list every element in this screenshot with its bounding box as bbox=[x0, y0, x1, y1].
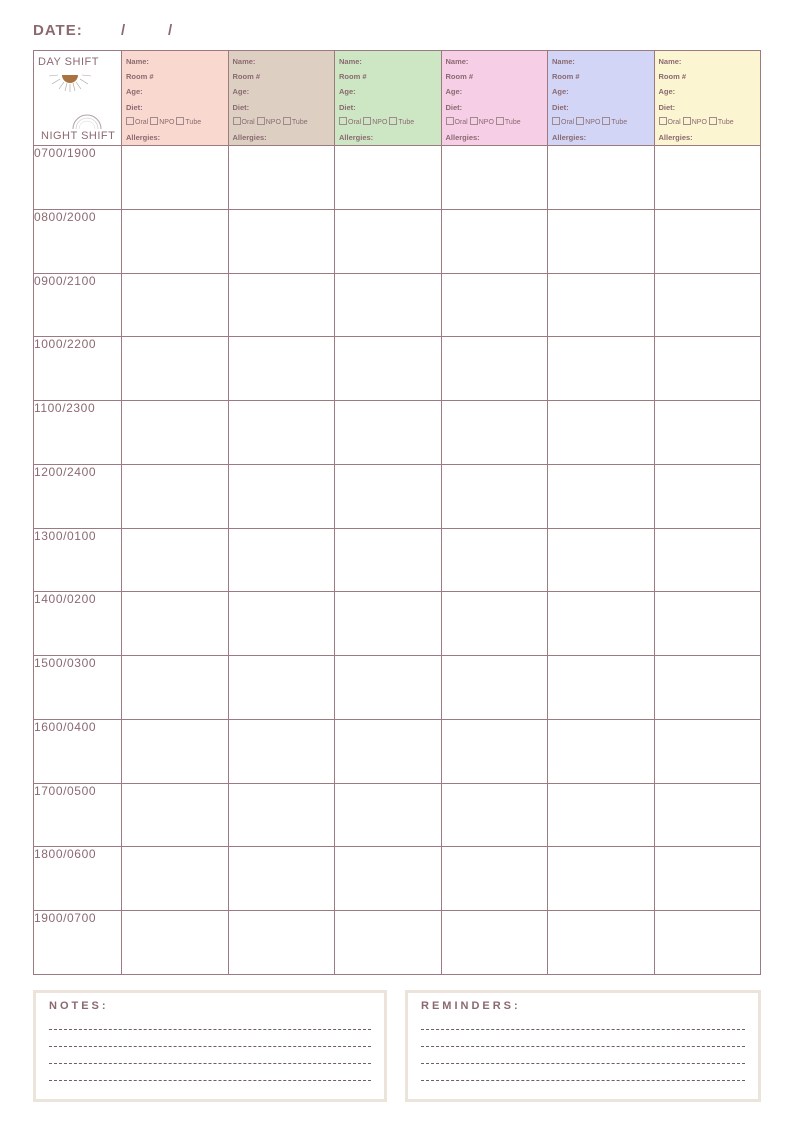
diet-option-label: Tube bbox=[291, 118, 308, 126]
schedule-cell[interactable] bbox=[548, 911, 655, 975]
schedule-cell[interactable] bbox=[122, 337, 229, 401]
date-separator: / bbox=[121, 22, 127, 39]
time-label: 1100/2300 bbox=[34, 401, 122, 465]
diet-option-label: Oral bbox=[667, 118, 681, 126]
schedule-cell[interactable] bbox=[441, 273, 548, 337]
patient-allergies-label: Allergies: bbox=[126, 132, 161, 142]
patient-age-label: Age: bbox=[445, 87, 463, 97]
schedule-cell[interactable] bbox=[228, 209, 335, 273]
diet-option-label: NPO bbox=[372, 118, 388, 126]
sun-icon bbox=[46, 67, 94, 93]
schedule-cell[interactable] bbox=[228, 146, 335, 210]
schedule-cell[interactable] bbox=[548, 401, 655, 465]
checkbox-icon[interactable] bbox=[389, 117, 397, 125]
patient-diet-label: Diet: bbox=[445, 102, 463, 112]
note-line[interactable] bbox=[49, 1046, 371, 1063]
date-separator: / bbox=[168, 22, 174, 39]
checkbox-icon[interactable] bbox=[233, 117, 241, 125]
schedule-cell[interactable] bbox=[335, 209, 442, 273]
diet-option-label: Oral bbox=[348, 118, 362, 126]
schedule-cell[interactable] bbox=[548, 337, 655, 401]
patient-header-2[interactable] bbox=[228, 51, 335, 146]
schedule-cell[interactable] bbox=[654, 528, 761, 592]
schedule-cell[interactable] bbox=[654, 209, 761, 273]
diet-options bbox=[233, 115, 335, 130]
time-row bbox=[34, 146, 761, 210]
time-label: 1200/2400 bbox=[34, 464, 122, 528]
patient-allergies-label: Allergies: bbox=[445, 132, 480, 142]
time-label: 0800/2000 bbox=[34, 209, 122, 273]
time-row bbox=[34, 273, 761, 337]
schedule-cell[interactable] bbox=[548, 464, 655, 528]
schedule-cell[interactable] bbox=[122, 209, 229, 273]
schedule-cell[interactable] bbox=[441, 783, 548, 847]
schedule-cell[interactable] bbox=[335, 847, 442, 911]
patient-diet-label: Diet: bbox=[552, 102, 569, 112]
diet-option-label: Oral bbox=[135, 118, 149, 126]
schedule-cell[interactable] bbox=[548, 528, 655, 592]
schedule-cell[interactable] bbox=[122, 719, 229, 783]
notes-box bbox=[33, 990, 387, 1102]
schedule-cell[interactable] bbox=[548, 592, 655, 656]
reminder-line[interactable] bbox=[421, 1063, 745, 1080]
schedule-cell[interactable] bbox=[441, 401, 548, 465]
patient-diet-label: Diet: bbox=[126, 102, 143, 112]
checkbox-icon[interactable] bbox=[363, 117, 371, 125]
schedule-cell[interactable] bbox=[335, 592, 442, 656]
checkbox-icon[interactable] bbox=[576, 117, 584, 125]
diet-option-npo[interactable] bbox=[470, 119, 494, 126]
schedule-cell[interactable] bbox=[335, 911, 442, 975]
patient-name-label: Name: bbox=[658, 57, 682, 66]
patient-allergies-label: Allergies: bbox=[339, 132, 374, 142]
diet-options bbox=[659, 115, 761, 130]
reminder-line[interactable] bbox=[421, 1046, 745, 1063]
schedule-cell[interactable] bbox=[228, 273, 335, 337]
patient-header-6[interactable] bbox=[654, 51, 761, 146]
diet-option-npo[interactable] bbox=[257, 119, 281, 126]
diet-option-oral[interactable] bbox=[446, 119, 468, 126]
diet-options bbox=[126, 115, 228, 130]
patient-age-label: Age: bbox=[232, 87, 250, 97]
schedule-cell[interactable] bbox=[441, 146, 548, 210]
patient-header-3[interactable] bbox=[335, 51, 442, 146]
time-label: 1000/2200 bbox=[34, 337, 122, 401]
schedule-cell[interactable] bbox=[122, 847, 229, 911]
diet-option-tube[interactable] bbox=[496, 119, 521, 126]
schedule-cell[interactable] bbox=[654, 337, 761, 401]
checkbox-icon[interactable] bbox=[176, 117, 184, 125]
time-row bbox=[34, 401, 761, 465]
diet-option-tube[interactable] bbox=[283, 119, 308, 126]
schedule-cell[interactable] bbox=[122, 146, 229, 210]
time-label: 0900/2100 bbox=[34, 273, 122, 337]
checkbox-icon[interactable] bbox=[602, 117, 610, 125]
schedule-cell[interactable] bbox=[228, 847, 335, 911]
checkbox-icon[interactable] bbox=[496, 117, 504, 125]
diet-options bbox=[339, 115, 441, 130]
time-label: 1800/0600 bbox=[34, 847, 122, 911]
patient-name-label: Name: bbox=[339, 57, 362, 66]
reminder-line[interactable] bbox=[421, 1080, 745, 1097]
schedule-cell[interactable] bbox=[228, 911, 335, 975]
note-line[interactable] bbox=[49, 1080, 371, 1097]
schedule-cell[interactable] bbox=[654, 719, 761, 783]
time-row bbox=[34, 911, 761, 975]
diet-option-label: Tube bbox=[717, 118, 734, 126]
schedule-cell[interactable] bbox=[122, 401, 229, 465]
diet-option-label: NPO bbox=[265, 118, 281, 126]
schedule-cell[interactable] bbox=[548, 146, 655, 210]
patient-room-label: Room # bbox=[339, 72, 367, 82]
diet-option-label: NPO bbox=[691, 118, 707, 126]
diet-option-label: Tube bbox=[398, 118, 415, 126]
patient-diet-label: Diet: bbox=[339, 102, 356, 112]
time-label: 1500/0300 bbox=[34, 656, 122, 720]
schedule-cell[interactable] bbox=[335, 401, 442, 465]
time-label: 1300/0100 bbox=[34, 528, 122, 592]
diet-option-oral[interactable] bbox=[339, 119, 361, 126]
shift-schedule-table bbox=[33, 50, 761, 975]
notes-title: NOTES: bbox=[49, 1000, 109, 1012]
schedule-cell[interactable] bbox=[441, 847, 548, 911]
patient-name-label: Name: bbox=[232, 57, 256, 66]
schedule-cell[interactable] bbox=[228, 656, 335, 720]
checkbox-icon[interactable] bbox=[126, 117, 134, 125]
time-row bbox=[34, 337, 761, 401]
schedule-cell[interactable] bbox=[122, 464, 229, 528]
day-shift-label: DAY SHIFT bbox=[38, 56, 99, 68]
schedule-cell[interactable] bbox=[122, 911, 229, 975]
reminders-title: REMINDERS: bbox=[421, 1000, 521, 1012]
schedule-cell[interactable] bbox=[228, 783, 335, 847]
schedule-cell[interactable] bbox=[441, 911, 548, 975]
checkbox-icon[interactable] bbox=[339, 117, 347, 125]
schedule-cell[interactable] bbox=[335, 337, 442, 401]
checkbox-icon[interactable] bbox=[150, 117, 158, 125]
time-label: 1900/0700 bbox=[34, 911, 122, 975]
schedule-cell[interactable] bbox=[654, 847, 761, 911]
schedule-cell[interactable] bbox=[441, 337, 548, 401]
patient-name-label: Name: bbox=[445, 57, 469, 66]
schedule-cell[interactable] bbox=[548, 719, 655, 783]
checkbox-icon[interactable] bbox=[659, 117, 667, 125]
patient-header-4[interactable] bbox=[441, 51, 548, 146]
schedule-cell[interactable] bbox=[654, 401, 761, 465]
schedule-cell[interactable] bbox=[228, 528, 335, 592]
schedule-cell[interactable] bbox=[335, 464, 442, 528]
moon-icon bbox=[70, 105, 104, 131]
time-rows bbox=[34, 146, 761, 975]
time-label: 1700/0500 bbox=[34, 783, 122, 847]
schedule-cell[interactable] bbox=[122, 592, 229, 656]
schedule-cell[interactable] bbox=[122, 528, 229, 592]
diet-option-npo[interactable] bbox=[363, 119, 387, 126]
schedule-cell[interactable] bbox=[228, 719, 335, 783]
patient-age-label: Age: bbox=[339, 87, 356, 97]
reminders-lines bbox=[421, 1029, 745, 1097]
schedule-cell[interactable] bbox=[441, 209, 548, 273]
diet-options bbox=[446, 115, 548, 130]
time-row bbox=[34, 592, 761, 656]
schedule-cell[interactable] bbox=[548, 656, 655, 720]
time-label: 0700/1900 bbox=[34, 146, 122, 210]
diet-option-label: Tube bbox=[504, 118, 521, 126]
schedule-cell[interactable] bbox=[122, 783, 229, 847]
schedule-cell[interactable] bbox=[228, 592, 335, 656]
diet-option-oral[interactable] bbox=[659, 119, 681, 126]
schedule-cell[interactable] bbox=[441, 656, 548, 720]
time-row bbox=[34, 464, 761, 528]
diet-option-npo[interactable] bbox=[150, 119, 174, 126]
patient-age-label: Age: bbox=[126, 87, 143, 97]
patient-age-label: Age: bbox=[658, 87, 676, 97]
time-row bbox=[34, 719, 761, 783]
time-row bbox=[34, 656, 761, 720]
schedule-cell[interactable] bbox=[335, 528, 442, 592]
checkbox-icon[interactable] bbox=[470, 117, 478, 125]
patient-diet-label: Diet: bbox=[232, 102, 250, 112]
checkbox-icon[interactable] bbox=[446, 117, 454, 125]
diet-option-label: NPO bbox=[159, 118, 175, 126]
diet-option-tube[interactable] bbox=[709, 119, 734, 126]
patient-header-1[interactable] bbox=[122, 51, 229, 146]
diet-option-label: NPO bbox=[478, 118, 494, 126]
diet-option-npo[interactable] bbox=[576, 119, 600, 126]
schedule-cell[interactable] bbox=[654, 783, 761, 847]
shift-corner-cell bbox=[34, 51, 122, 146]
schedule-cell[interactable] bbox=[654, 146, 761, 210]
time-row bbox=[34, 209, 761, 273]
schedule-cell[interactable] bbox=[228, 337, 335, 401]
schedule-cell[interactable] bbox=[441, 528, 548, 592]
schedule-cell[interactable] bbox=[122, 656, 229, 720]
patient-allergies-label: Allergies: bbox=[232, 132, 267, 142]
checkbox-icon[interactable] bbox=[683, 117, 691, 125]
diet-option-label: Tube bbox=[611, 118, 628, 126]
patient-room-label: Room # bbox=[232, 72, 261, 82]
schedule-cell[interactable] bbox=[548, 847, 655, 911]
diet-option-oral[interactable] bbox=[126, 119, 148, 126]
schedule-cell[interactable] bbox=[654, 911, 761, 975]
schedule-cell[interactable] bbox=[228, 464, 335, 528]
checkbox-icon[interactable] bbox=[709, 117, 717, 125]
patient-name-label: Name: bbox=[126, 57, 149, 66]
diet-option-oral[interactable] bbox=[552, 119, 574, 126]
patient-diet-label: Diet: bbox=[658, 102, 676, 112]
schedule-cell[interactable] bbox=[335, 146, 442, 210]
diet-option-tube[interactable] bbox=[389, 119, 414, 126]
time-row bbox=[34, 847, 761, 911]
date-label: DATE: bbox=[33, 22, 83, 39]
time-row bbox=[34, 528, 761, 592]
reminder-line[interactable] bbox=[421, 1029, 745, 1046]
schedule-cell[interactable] bbox=[548, 783, 655, 847]
night-shift-label: NIGHT SHIFT bbox=[41, 130, 116, 143]
patient-room-label: Room # bbox=[552, 72, 580, 82]
diet-option-label: Oral bbox=[454, 118, 468, 126]
schedule-cell[interactable] bbox=[441, 592, 548, 656]
time-label: 1400/0200 bbox=[34, 592, 122, 656]
checkbox-icon[interactable] bbox=[552, 117, 560, 125]
patient-header-5[interactable] bbox=[548, 51, 655, 146]
note-line[interactable] bbox=[49, 1063, 371, 1080]
patient-room-label: Room # bbox=[658, 72, 687, 82]
diet-option-label: NPO bbox=[585, 118, 601, 126]
schedule-cell[interactable] bbox=[335, 656, 442, 720]
schedule-cell[interactable] bbox=[654, 656, 761, 720]
diet-option-tube[interactable] bbox=[602, 119, 627, 126]
header-row bbox=[34, 51, 761, 146]
time-row bbox=[34, 783, 761, 847]
schedule-cell[interactable] bbox=[335, 783, 442, 847]
note-line[interactable] bbox=[49, 1029, 371, 1046]
diet-option-label: Tube bbox=[185, 118, 202, 126]
schedule-cell[interactable] bbox=[654, 273, 761, 337]
schedule-cell[interactable] bbox=[122, 273, 229, 337]
diet-option-npo[interactable] bbox=[683, 119, 707, 126]
schedule-cell[interactable] bbox=[654, 464, 761, 528]
schedule-cell[interactable] bbox=[548, 273, 655, 337]
patient-allergies-label: Allergies: bbox=[552, 132, 587, 142]
notes-lines bbox=[49, 1029, 371, 1097]
schedule-cell[interactable] bbox=[335, 719, 442, 783]
schedule-cell[interactable] bbox=[441, 719, 548, 783]
schedule-cell[interactable] bbox=[335, 273, 442, 337]
schedule-cell[interactable] bbox=[441, 464, 548, 528]
patient-age-label: Age: bbox=[552, 87, 569, 97]
checkbox-icon[interactable] bbox=[257, 117, 265, 125]
diet-option-label: Oral bbox=[561, 118, 575, 126]
schedule-cell[interactable] bbox=[548, 209, 655, 273]
checkbox-icon[interactable] bbox=[283, 117, 291, 125]
diet-option-tube[interactable] bbox=[176, 119, 201, 126]
reminders-box bbox=[405, 990, 761, 1102]
patient-allergies-label: Allergies: bbox=[658, 132, 693, 142]
patient-room-label: Room # bbox=[126, 72, 154, 82]
diet-options bbox=[552, 115, 654, 130]
diet-option-label: Oral bbox=[241, 118, 255, 126]
patient-room-label: Room # bbox=[445, 72, 474, 82]
schedule-cell[interactable] bbox=[654, 592, 761, 656]
patient-name-label: Name: bbox=[552, 57, 575, 66]
schedule-cell[interactable] bbox=[228, 401, 335, 465]
time-label: 1600/0400 bbox=[34, 719, 122, 783]
diet-option-oral[interactable] bbox=[233, 119, 255, 126]
